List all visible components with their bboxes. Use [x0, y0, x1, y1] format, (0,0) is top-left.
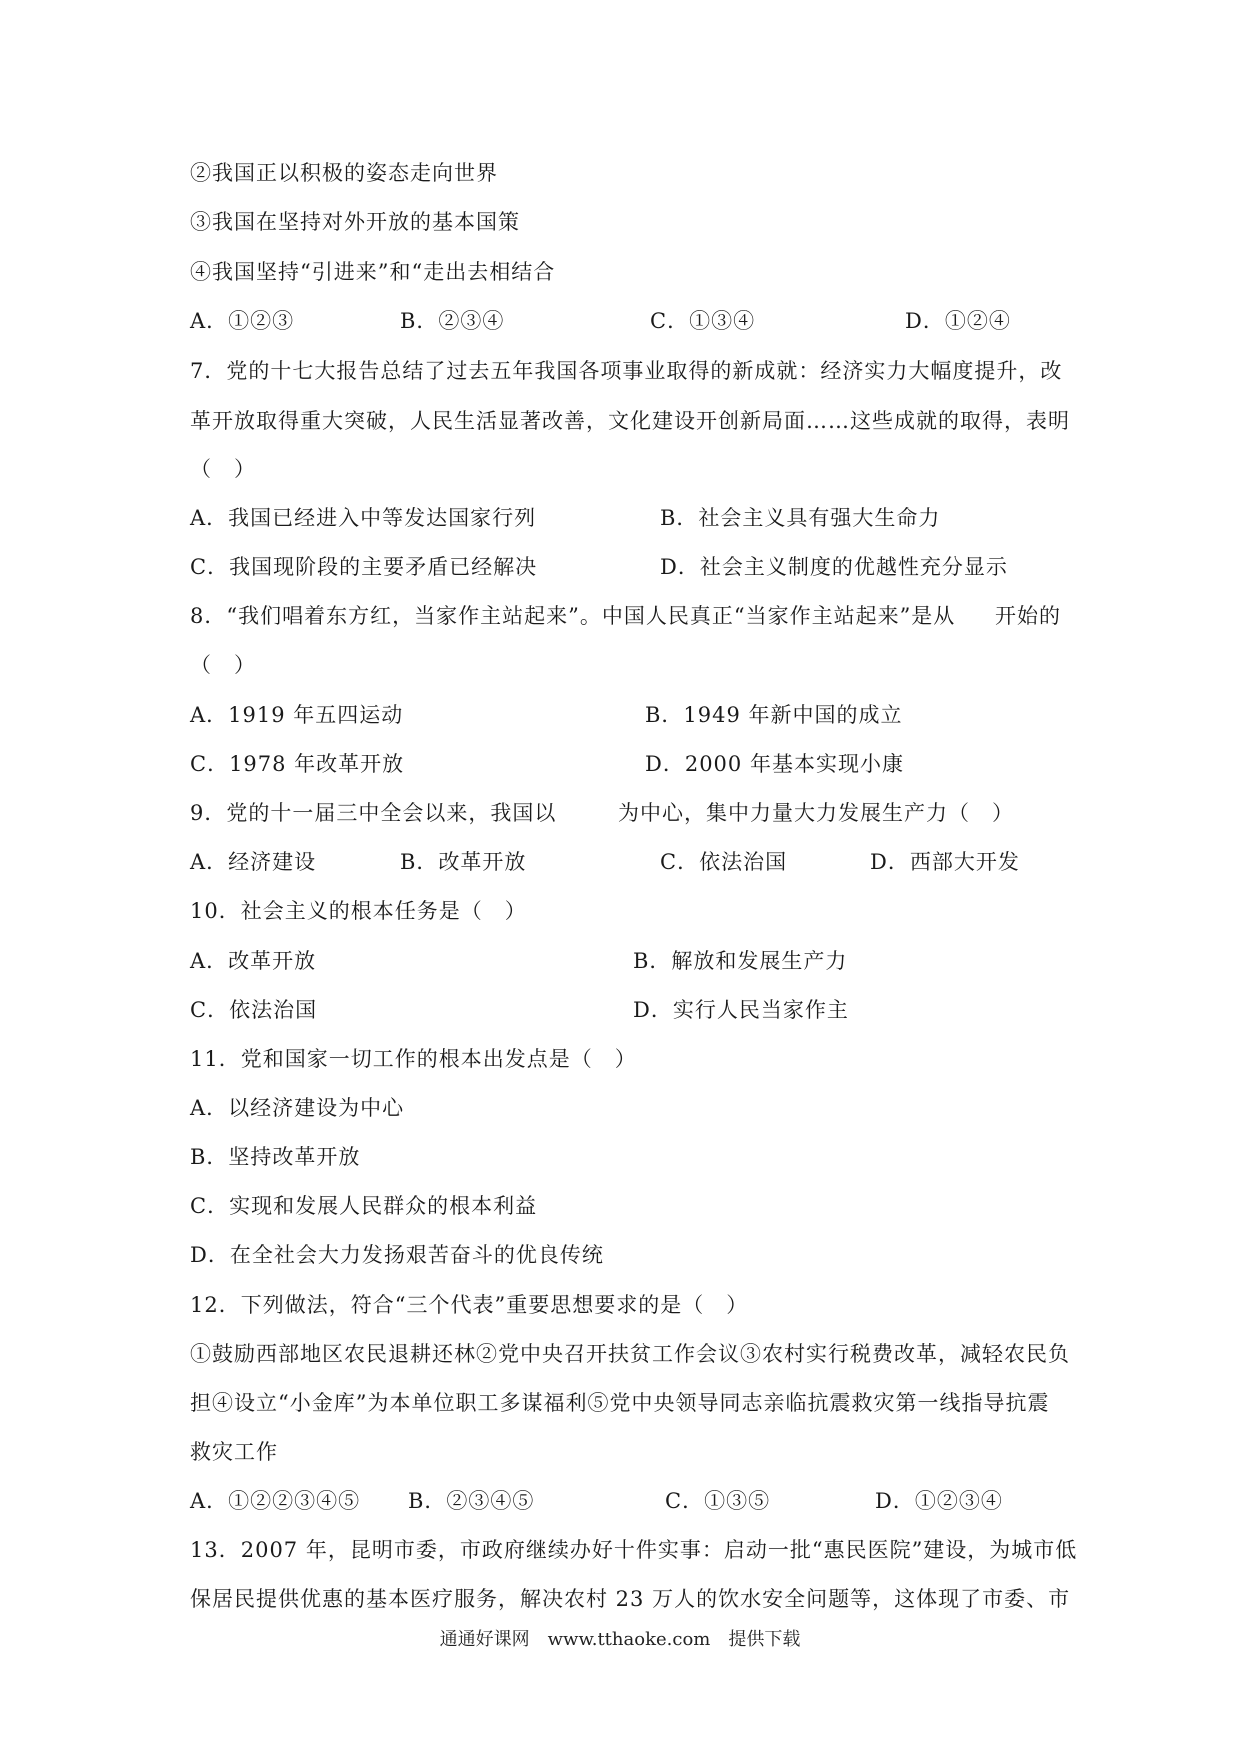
option-c: C．我国现阶段的主要矛盾已经解决 [190, 555, 538, 579]
question-8-line-1: 8．“我们唱着东方红，当家作主站起来”。中国人民真正“当家作主站起来”是从 [190, 604, 956, 628]
option-b: B．改革开放 [400, 850, 527, 874]
option-a: A．1919 年五四运动 [190, 703, 404, 727]
option-c: C．实现和发展人民群众的根本利益 [190, 1194, 538, 1218]
option-a: A．改革开放 [190, 949, 317, 973]
option-c: C．依法治国 [190, 998, 318, 1022]
option-b: B．坚持改革开放 [190, 1145, 361, 1169]
statement-3: ③我国在坚持对外开放的基本国策 [190, 210, 520, 234]
option-c: C．①③⑤ [665, 1489, 771, 1513]
question-9-stem: 9．党的十一届三中全会以来，我国以 [190, 801, 557, 825]
option-c: C．1978 年改革开放 [190, 752, 405, 776]
option-d: D．2000 年基本实现小康 [645, 752, 904, 776]
option-a: A．①②②③④⑤ [190, 1489, 361, 1513]
question-11-stem: 11．党和国家一切工作的根本出发点是（ ） [190, 1047, 637, 1071]
option-b: B．②③④⑤ [408, 1489, 535, 1513]
question-13-line-1: 13．2007 年，昆明市委，市政府继续办好十件实事：启动一批“惠民医院”建设，为城市低 [190, 1538, 1078, 1562]
question-7-line-2: 革开放取得重大突破，人民生活显著改善，文化建设开创新局面……这些成就的取得，表明 [190, 409, 1070, 433]
option-d: D．①②④ [905, 309, 1011, 333]
option-b: B．②③④ [400, 309, 505, 333]
question-12-statements-line-3: 救灾工作 [190, 1440, 278, 1464]
option-d: D．在全社会大力发扬艰苦奋斗的优良传统 [190, 1243, 604, 1267]
option-b: B．社会主义具有强大生命力 [660, 506, 941, 530]
question-10-stem: 10．社会主义的根本任务是（ ） [190, 899, 527, 923]
option-c: C．①③④ [650, 309, 756, 333]
question-12-statements-line-1: ①鼓励西部地区农民退耕还林②党中央召开扶贫工作会议③农村实行税费改革，减轻农民负 [190, 1342, 1070, 1366]
option-a: A．我国已经进入中等发达国家行列 [190, 506, 537, 530]
option-a: A．以经济建设为中心 [190, 1096, 405, 1120]
page-footer: 通通好课网 www.tthaoke.com 提供下载 [439, 1629, 801, 1650]
option-d: D．①②③④ [875, 1489, 1003, 1513]
question-13-line-2: 保居民提供优惠的基本医疗服务，解决农村 23 万人的饮水安全问题等，这体现了市委、市 [190, 1587, 1071, 1611]
question-7-line-1: 7．党的十七大报告总结了过去五年我国各项事业取得的新成就：经济实力大幅度提升，改 [190, 359, 1063, 383]
question-8-paren: （ ） [190, 653, 256, 677]
option-d: D．西部大开发 [870, 850, 1020, 874]
statement-4: ④我国坚持“引进来”和“走出去相结合 [190, 260, 556, 284]
option-a: A．①②③ [190, 309, 295, 333]
question-8-line-1-end: 开始的 [995, 604, 1061, 628]
option-a: A．经济建设 [190, 850, 317, 874]
question-7-paren: （ ） [190, 457, 256, 481]
question-9-stem-end: 为中心，集中力量大力发展生产力（ ） [618, 801, 1014, 825]
statement-2: ②我国正以积极的姿态走向世界 [190, 161, 498, 185]
option-b: B．1949 年新中国的成立 [645, 703, 903, 727]
question-12-statements-line-2: 担④设立“小金库”为本单位职工多谋福利⑤党中央领导同志亲临抗震救灾第一线指导抗震 [190, 1391, 1050, 1415]
option-c: C．依法治国 [660, 850, 788, 874]
option-d: D．社会主义制度的优越性充分显示 [660, 555, 1008, 579]
question-12-stem: 12．下列做法，符合“三个代表”重要思想要求的是（ ） [190, 1293, 749, 1317]
option-b: B．解放和发展生产力 [633, 949, 848, 973]
option-d: D．实行人民当家作主 [633, 998, 849, 1022]
